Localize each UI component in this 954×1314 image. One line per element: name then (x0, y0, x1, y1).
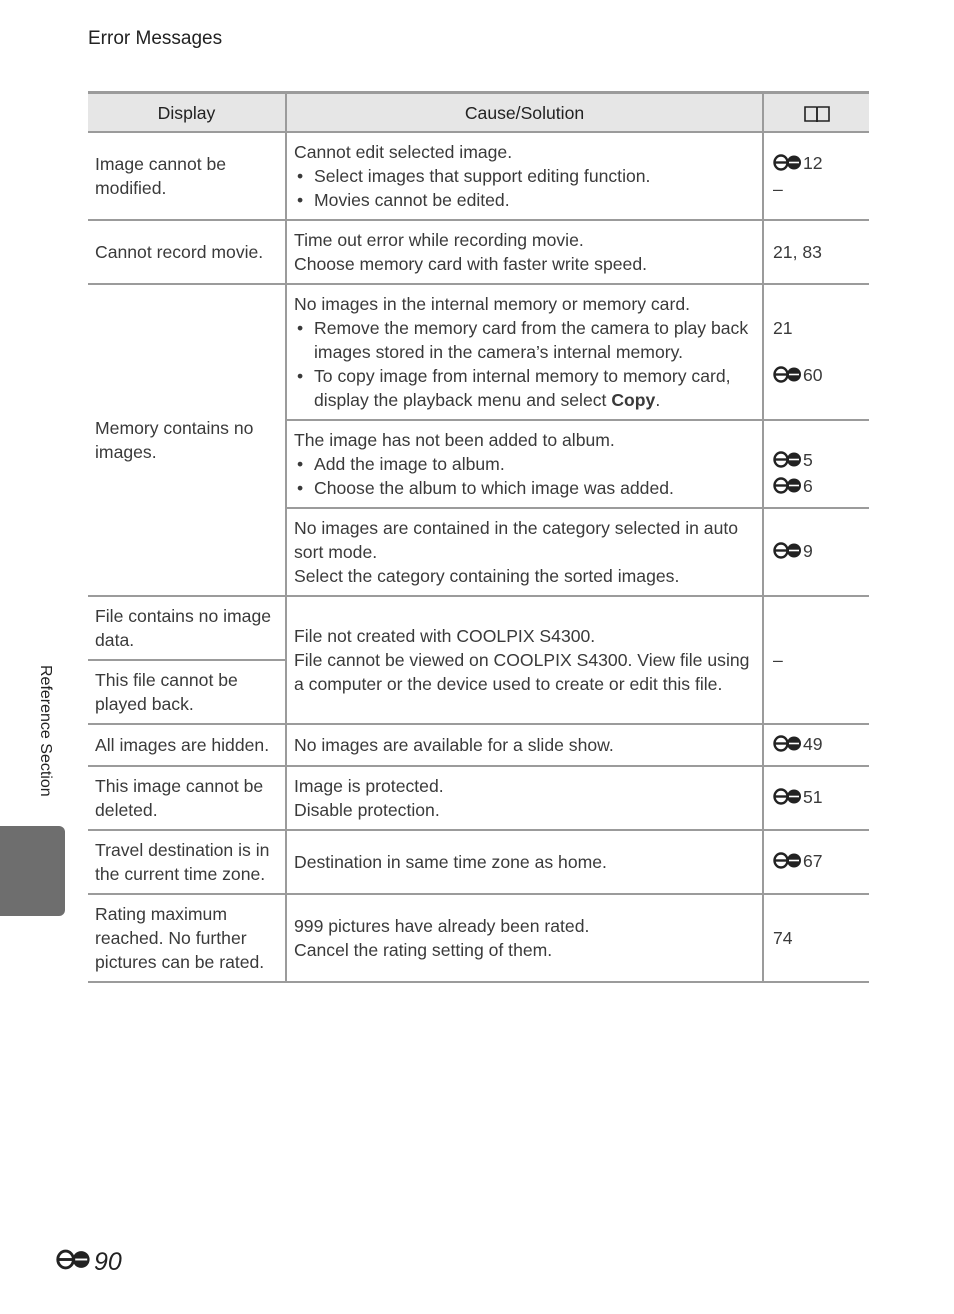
reference-cell (763, 830, 869, 894)
bullet-list (294, 164, 755, 212)
cause-text: Image is protected. (294, 776, 444, 796)
e-reference-icon (773, 476, 803, 500)
page-reference: 49 (803, 734, 823, 754)
cause-text: The image has not been added to album. (294, 430, 615, 450)
table-row (88, 284, 869, 420)
page-reference: – (773, 179, 783, 199)
table-row (88, 724, 869, 766)
cause-text: Choose memory card with faster write speed. (294, 254, 647, 274)
bullet-text: To copy image from internal memory to memory card, display the playback menu and select (314, 366, 731, 410)
cause-text: No images in the internal memory or memory card. (294, 294, 690, 314)
header-cause-solution: Cause/Solution (286, 93, 763, 133)
page-reference: 6 (803, 476, 813, 496)
copy-menu-label: Copy (611, 390, 656, 410)
cause-cell (286, 220, 763, 284)
bullet-item (294, 364, 755, 412)
reference-cell (763, 420, 869, 508)
table-header-row (88, 93, 869, 133)
display-cell: This image cannot be deleted. (88, 766, 286, 830)
page-reference: 67 (803, 851, 823, 871)
page-title: Error Messages (88, 28, 223, 49)
cause-text: Cancel the rating setting of them. (294, 940, 553, 960)
bullet-list (294, 452, 755, 500)
page-reference: 9 (803, 541, 813, 561)
e-reference-icon (56, 1248, 92, 1277)
table-row (88, 132, 869, 220)
cause-cell (286, 132, 763, 220)
cause-text: File not created with COOLPIX S4300. (294, 626, 596, 646)
cause-text: File cannot be viewed on COOLPIX S4300. View file using a computer or the device used to create or edit this file. (294, 650, 750, 694)
cause-cell (286, 284, 763, 420)
bullet-item: • Choose the album to which image was added. (294, 476, 755, 500)
page-reference: 5 (803, 450, 813, 470)
cause-text: No images are contained in the category selected in auto sort mode. (294, 518, 739, 562)
page-reference: 51 (803, 787, 823, 807)
page-reference: 60 (803, 364, 823, 385)
e-reference-icon (773, 787, 803, 811)
e-reference-icon (773, 450, 803, 474)
reference-cell (763, 724, 869, 766)
e-reference-icon (773, 851, 803, 875)
page-reference: – (763, 596, 869, 724)
e-reference-icon (773, 365, 803, 389)
side-tab-label: Reference Section (37, 665, 54, 797)
cause-cell (286, 420, 763, 508)
display-cell: File contains no image data. (88, 596, 286, 660)
cause-cell: No images are available for a slide show. (286, 724, 763, 766)
display-cell: Travel destination is in the current time zone. (88, 830, 286, 894)
bullet-item: • Add the image to album. (294, 452, 755, 476)
display-cell: Image cannot be modified. (88, 132, 286, 220)
header-reference (763, 93, 869, 133)
bullet-item: • Movies cannot be edited. (294, 188, 755, 212)
cause-text: Cannot edit selected image. (294, 142, 513, 162)
page-reference: 21, 83 (763, 220, 869, 284)
bullet-item: • Remove the memory card from the camera to play back images stored in the camera’s internal memory. (294, 316, 755, 364)
cause-text: Select the category containing the sorted images. (294, 566, 680, 586)
page-number: 90 (94, 1248, 122, 1276)
table-row (88, 596, 869, 660)
table-row (88, 830, 869, 894)
table-row (88, 766, 869, 830)
side-tab-marker (0, 826, 65, 916)
table-row (88, 220, 869, 284)
book-icon (803, 104, 831, 124)
cause-text: Disable protection. (294, 800, 440, 820)
table-row (88, 894, 869, 982)
display-cell: All images are hidden. (88, 724, 286, 766)
bullet-list (294, 316, 755, 412)
reference-cell (763, 132, 869, 220)
bullet-item: • Select images that support editing function. (294, 164, 755, 188)
display-cell: Rating maximum reached. No further pictures can be rated. (88, 894, 286, 982)
reference-cell (763, 508, 869, 596)
page-footer (56, 1248, 122, 1277)
cause-cell (286, 894, 763, 982)
e-reference-icon (773, 734, 803, 758)
display-cell: Memory contains no images. (88, 284, 286, 596)
display-cell: Cannot record movie. (88, 220, 286, 284)
header-display: Display (88, 93, 286, 133)
cause-cell: Destination in same time zone as home. (286, 830, 763, 894)
cause-text: 999 pictures have already been rated. (294, 916, 590, 936)
reference-cell (763, 284, 869, 420)
cause-text: Time out error while recording movie. (294, 230, 584, 250)
reference-cell (763, 766, 869, 830)
display-cell: This file cannot be played back. (88, 660, 286, 724)
page-reference: 21 (773, 317, 793, 338)
cause-cell (286, 766, 763, 830)
cause-cell (286, 508, 763, 596)
cause-cell (286, 596, 763, 724)
e-reference-icon (773, 541, 803, 565)
error-messages-table (88, 91, 869, 983)
page-reference: 74 (763, 894, 869, 982)
e-reference-icon (773, 153, 803, 177)
bullet-text: . (655, 390, 661, 410)
page-reference: 12 (803, 153, 823, 173)
